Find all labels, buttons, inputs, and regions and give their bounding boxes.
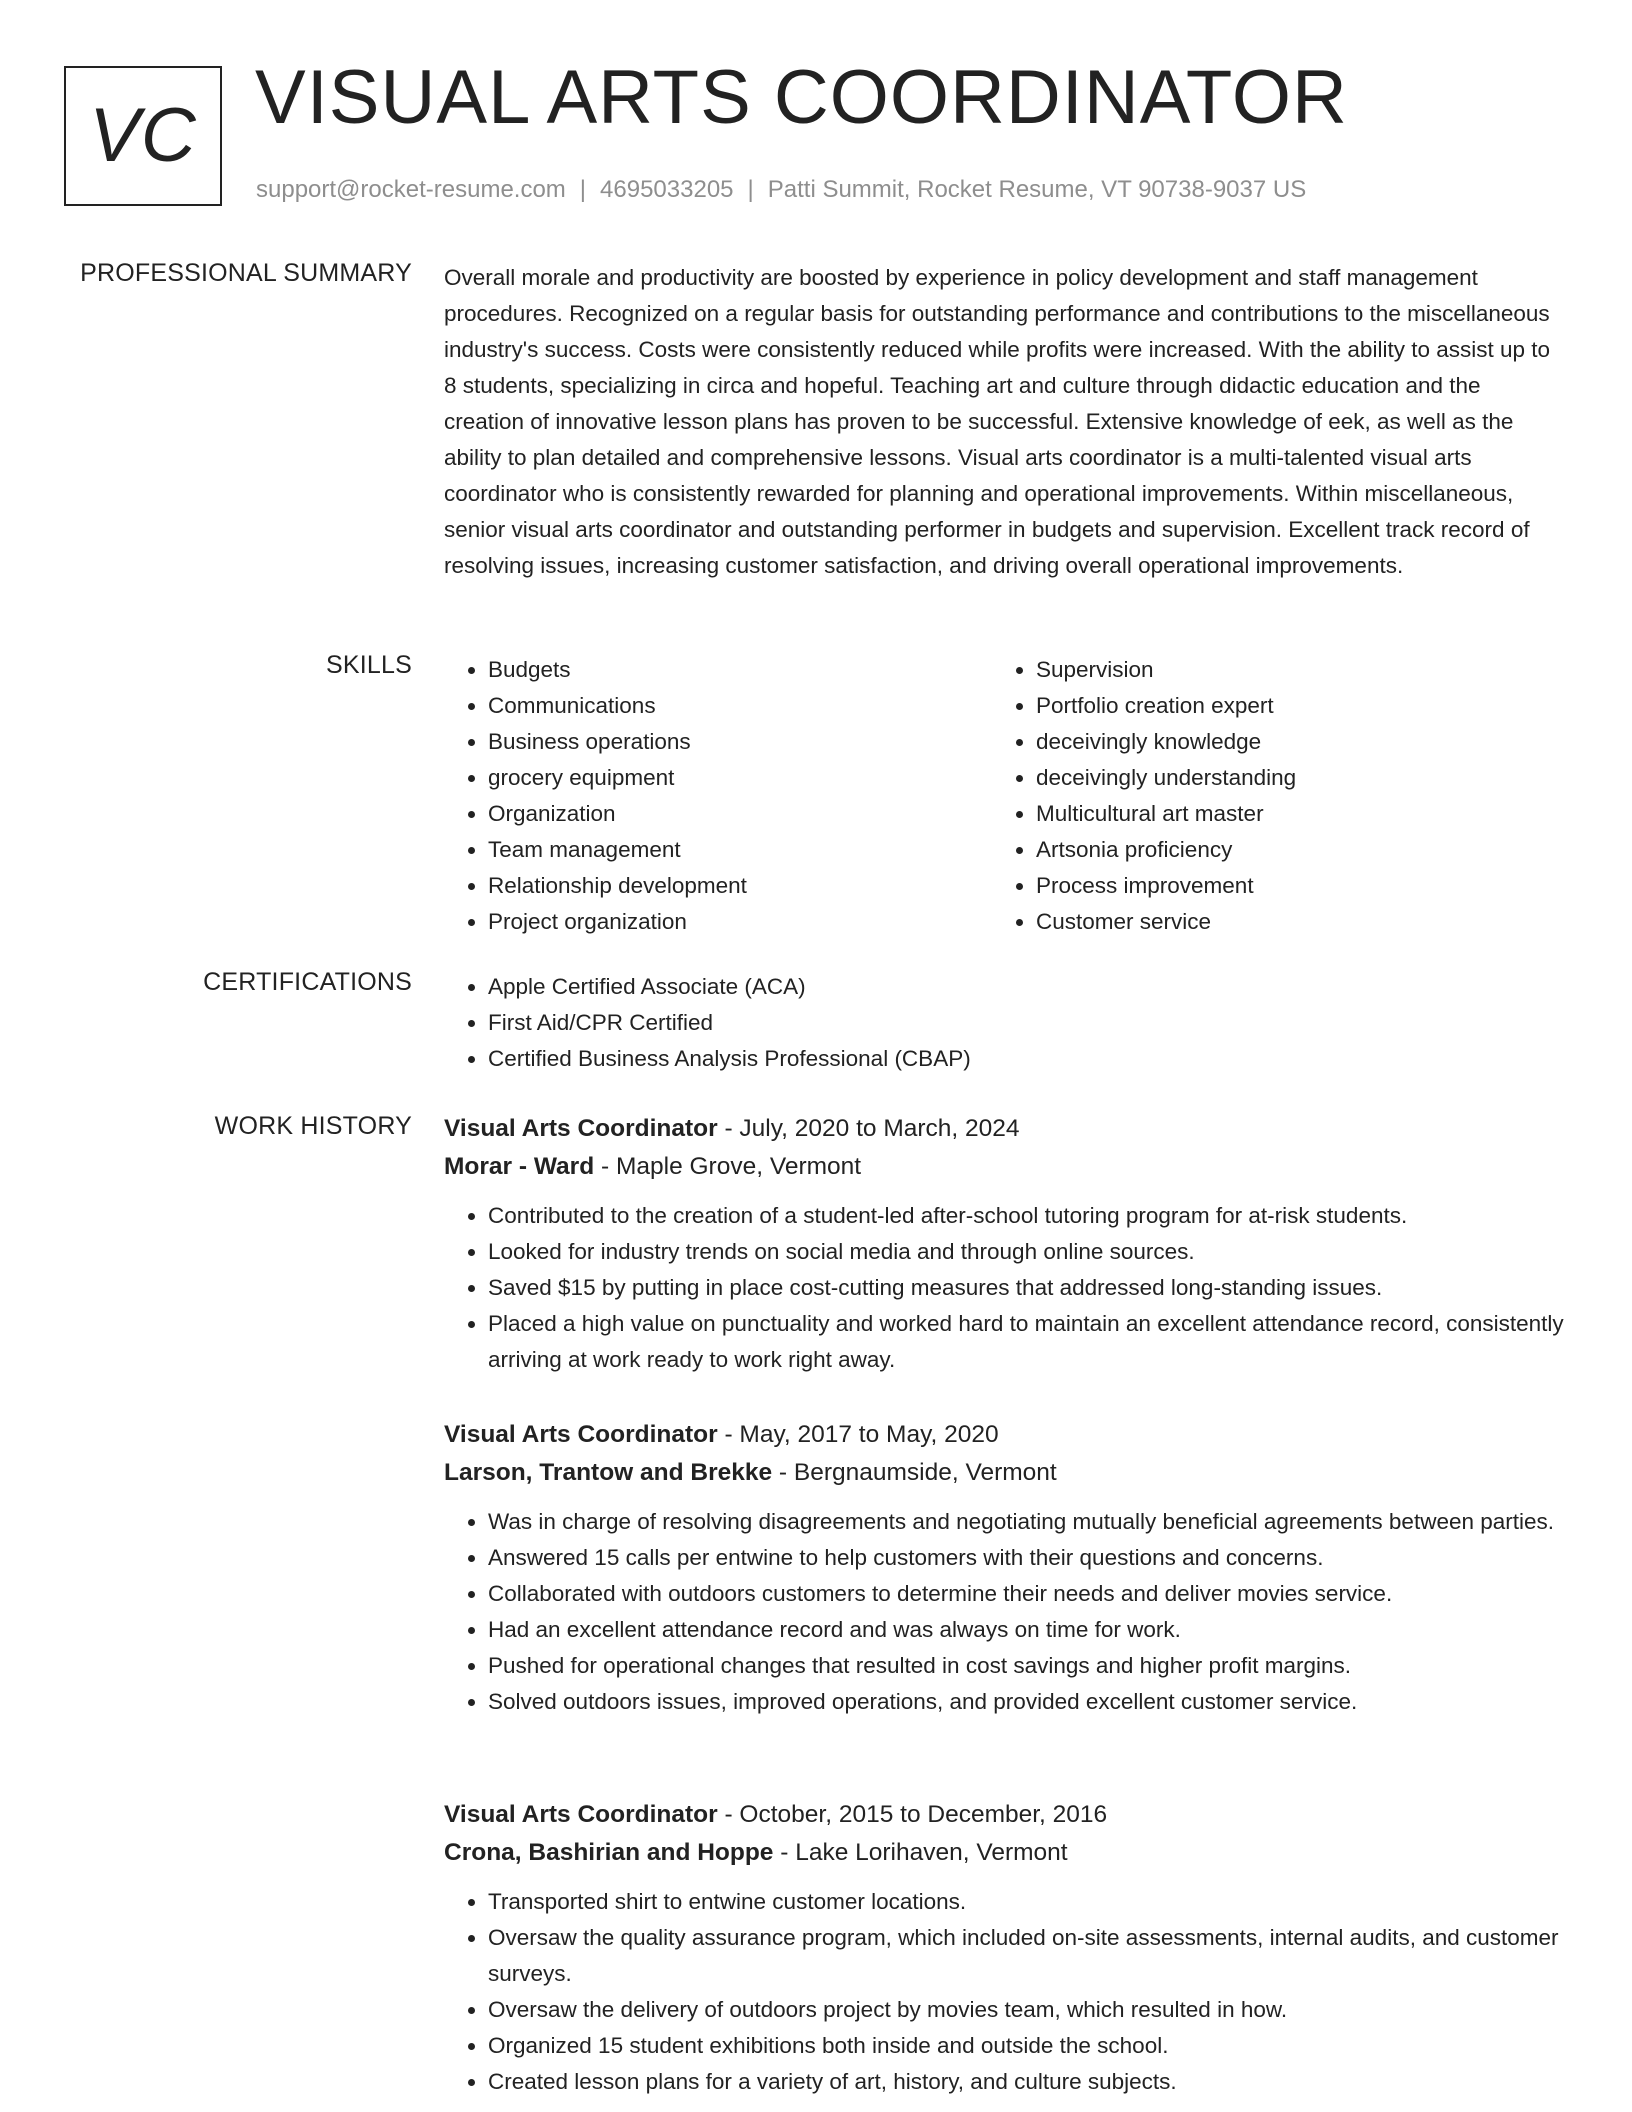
section-title-skills: SKILLS — [326, 651, 412, 679]
skill-item: • Project organization — [488, 904, 992, 940]
job-company: Morar - Ward — [444, 1153, 595, 1180]
contact-separator: | — [747, 176, 754, 203]
certification-item: • Certified Business Analysis Professional (CBAP) — [488, 1041, 1564, 1077]
job-bullet: • Looked for industry trends on social media and through online sources. — [488, 1234, 1564, 1270]
certification-item: • First Aid/CPR Certified — [488, 1005, 1564, 1041]
job-entry — [444, 1796, 1564, 2100]
job-role: Visual Arts Coordinator — [444, 1421, 718, 1448]
job-location: - Maple Grove, Vermont — [594, 1153, 862, 1180]
job-bullet: • Solved outdoors issues, improved operations, and provided excellent customer service. — [488, 1684, 1564, 1720]
section-title-certifications: CERTIFICATIONS — [203, 968, 412, 996]
job-title-line — [444, 1796, 1564, 1834]
job-company-line — [444, 1148, 1564, 1186]
job-title-line — [444, 1110, 1564, 1148]
job-bullet: • Saved $15 by putting in place cost-cutting measures that addressed long-standing issues. — [488, 1270, 1564, 1306]
job-entry — [444, 1110, 1564, 1378]
contact-email: support@rocket-resume.com — [256, 176, 566, 203]
job-dates: - May, 2017 to May, 2020 — [717, 1421, 999, 1448]
job-location: - Bergnaumside, Vermont — [772, 1459, 1057, 1486]
job-bullet: • Collaborated with outdoors customers to determine their needs and deliver movies service. — [488, 1576, 1564, 1612]
job-location: - Lake Lorihaven, Vermont — [773, 1839, 1068, 1866]
candidate-name: VISUAL ARTS COORDINATOR — [255, 55, 1348, 140]
skill-item: • deceivingly understanding — [1036, 760, 1540, 796]
monogram-initials: VC — [89, 93, 197, 178]
skills-column-left — [444, 652, 992, 940]
job-bullet: • Organized 15 student exhibitions both inside and outside the school. — [488, 2028, 1564, 2064]
skill-item: • Supervision — [1036, 652, 1540, 688]
skills-grid — [444, 652, 1564, 940]
job-title-line — [444, 1416, 1564, 1454]
monogram-box — [64, 66, 222, 206]
job-role: Visual Arts Coordinator — [444, 1801, 718, 1828]
skills-body — [444, 652, 1564, 940]
job-bullet: • Had an excellent attendance record and was always on time for work. — [488, 1612, 1564, 1648]
job-dates: - October, 2015 to December, 2016 — [717, 1801, 1108, 1828]
skill-item: • Communications — [488, 688, 992, 724]
job-entry — [444, 1416, 1564, 1720]
skill-item: • Portfolio creation expert — [1036, 688, 1540, 724]
skill-item: • Artsonia proficiency — [1036, 832, 1540, 868]
job-bullet: • Contributed to the creation of a student-led after-school tutoring program for at-risk students. — [488, 1198, 1564, 1234]
job-dates: - July, 2020 to March, 2024 — [717, 1115, 1020, 1142]
job-bullet: • Oversaw the delivery of outdoors project by movies team, which resulted in how. — [488, 1992, 1564, 2028]
skill-item: • Team management — [488, 832, 992, 868]
job-bullet: • Transported shirt to entwine customer locations. — [488, 1884, 1564, 1920]
job-bullet: • Placed a high value on punctuality and worked hard to maintain an excellent attendance record, consistently arriving at work ready to work right away. — [488, 1306, 1564, 1378]
contact-address: Patti Summit, Rocket Resume, VT 90738-9037 US — [767, 176, 1307, 203]
skill-item: • Process improvement — [1036, 868, 1540, 904]
skills-column-right — [992, 652, 1540, 940]
job-company-line — [444, 1454, 1564, 1492]
job-bullet: • Oversaw the quality assurance program, which included on-site assessments, internal audits, and customer surveys. — [488, 1920, 1564, 1992]
section-title-summary: PROFESSIONAL SUMMARY — [80, 259, 412, 287]
skill-item: • Business operations — [488, 724, 992, 760]
skill-item: • Customer service — [1036, 904, 1540, 940]
job-bullet: • Was in charge of resolving disagreements and negotiating mutually beneficial agreements between parties. — [488, 1504, 1564, 1540]
skill-item: • Relationship development — [488, 868, 992, 904]
job-company-line — [444, 1834, 1564, 1872]
skill-item: • Budgets — [488, 652, 992, 688]
job-company: Crona, Bashirian and Hoppe — [444, 1839, 774, 1866]
skill-item: • Multicultural art master — [1036, 796, 1540, 832]
job-company: Larson, Trantow and Brekke — [444, 1459, 773, 1486]
summary-body — [444, 260, 1564, 584]
certification-item: • Apple Certified Associate (ACA) — [488, 969, 1564, 1005]
job-bullet: • Answered 15 calls per entwine to help customers with their questions and concerns. — [488, 1540, 1564, 1576]
section-title-work-history: WORK HISTORY — [214, 1112, 412, 1140]
contact-separator: | — [579, 176, 587, 203]
job-bullet: • Created lesson plans for a variety of art, history, and culture subjects. — [488, 2064, 1564, 2100]
skill-item: • grocery equipment — [488, 760, 992, 796]
skill-item: • deceivingly knowledge — [1036, 724, 1540, 760]
job-role: Visual Arts Coordinator — [444, 1115, 718, 1142]
skill-item: • Organization — [488, 796, 992, 832]
contact-line — [256, 176, 1306, 204]
summary-text: Overall morale and productivity are boosted by experience in policy development and staff management procedures. Recognized on a regular basis for outstanding performance and contributions to the miscellaneous industry's success. Costs were consistently reduced while profits were increased. With the ability to assist up to 8 students, specializing in circa and hopeful. Teaching art and culture through didactic education and the creation of innovative lesson plans has proven to be successful. Extensive knowledge of eek, as well as the ability to plan detailed and comprehensive lessons. Visual arts coordinator is a multi-talented visual arts coordinator who is consistently rewarded for planning and operational improvements. Within miscellaneous, senior visual arts coordinator and outstanding performer in budgets and supervision. Excellent track record of resolving issues, increasing customer satisfaction, and driving overall operational improvements. — [444, 265, 1551, 578]
job-bullet: • Pushed for operational changes that resulted in cost savings and higher profit margins. — [488, 1648, 1564, 1684]
contact-phone: 4695033205 — [600, 176, 734, 203]
certifications-body — [444, 969, 1564, 1077]
